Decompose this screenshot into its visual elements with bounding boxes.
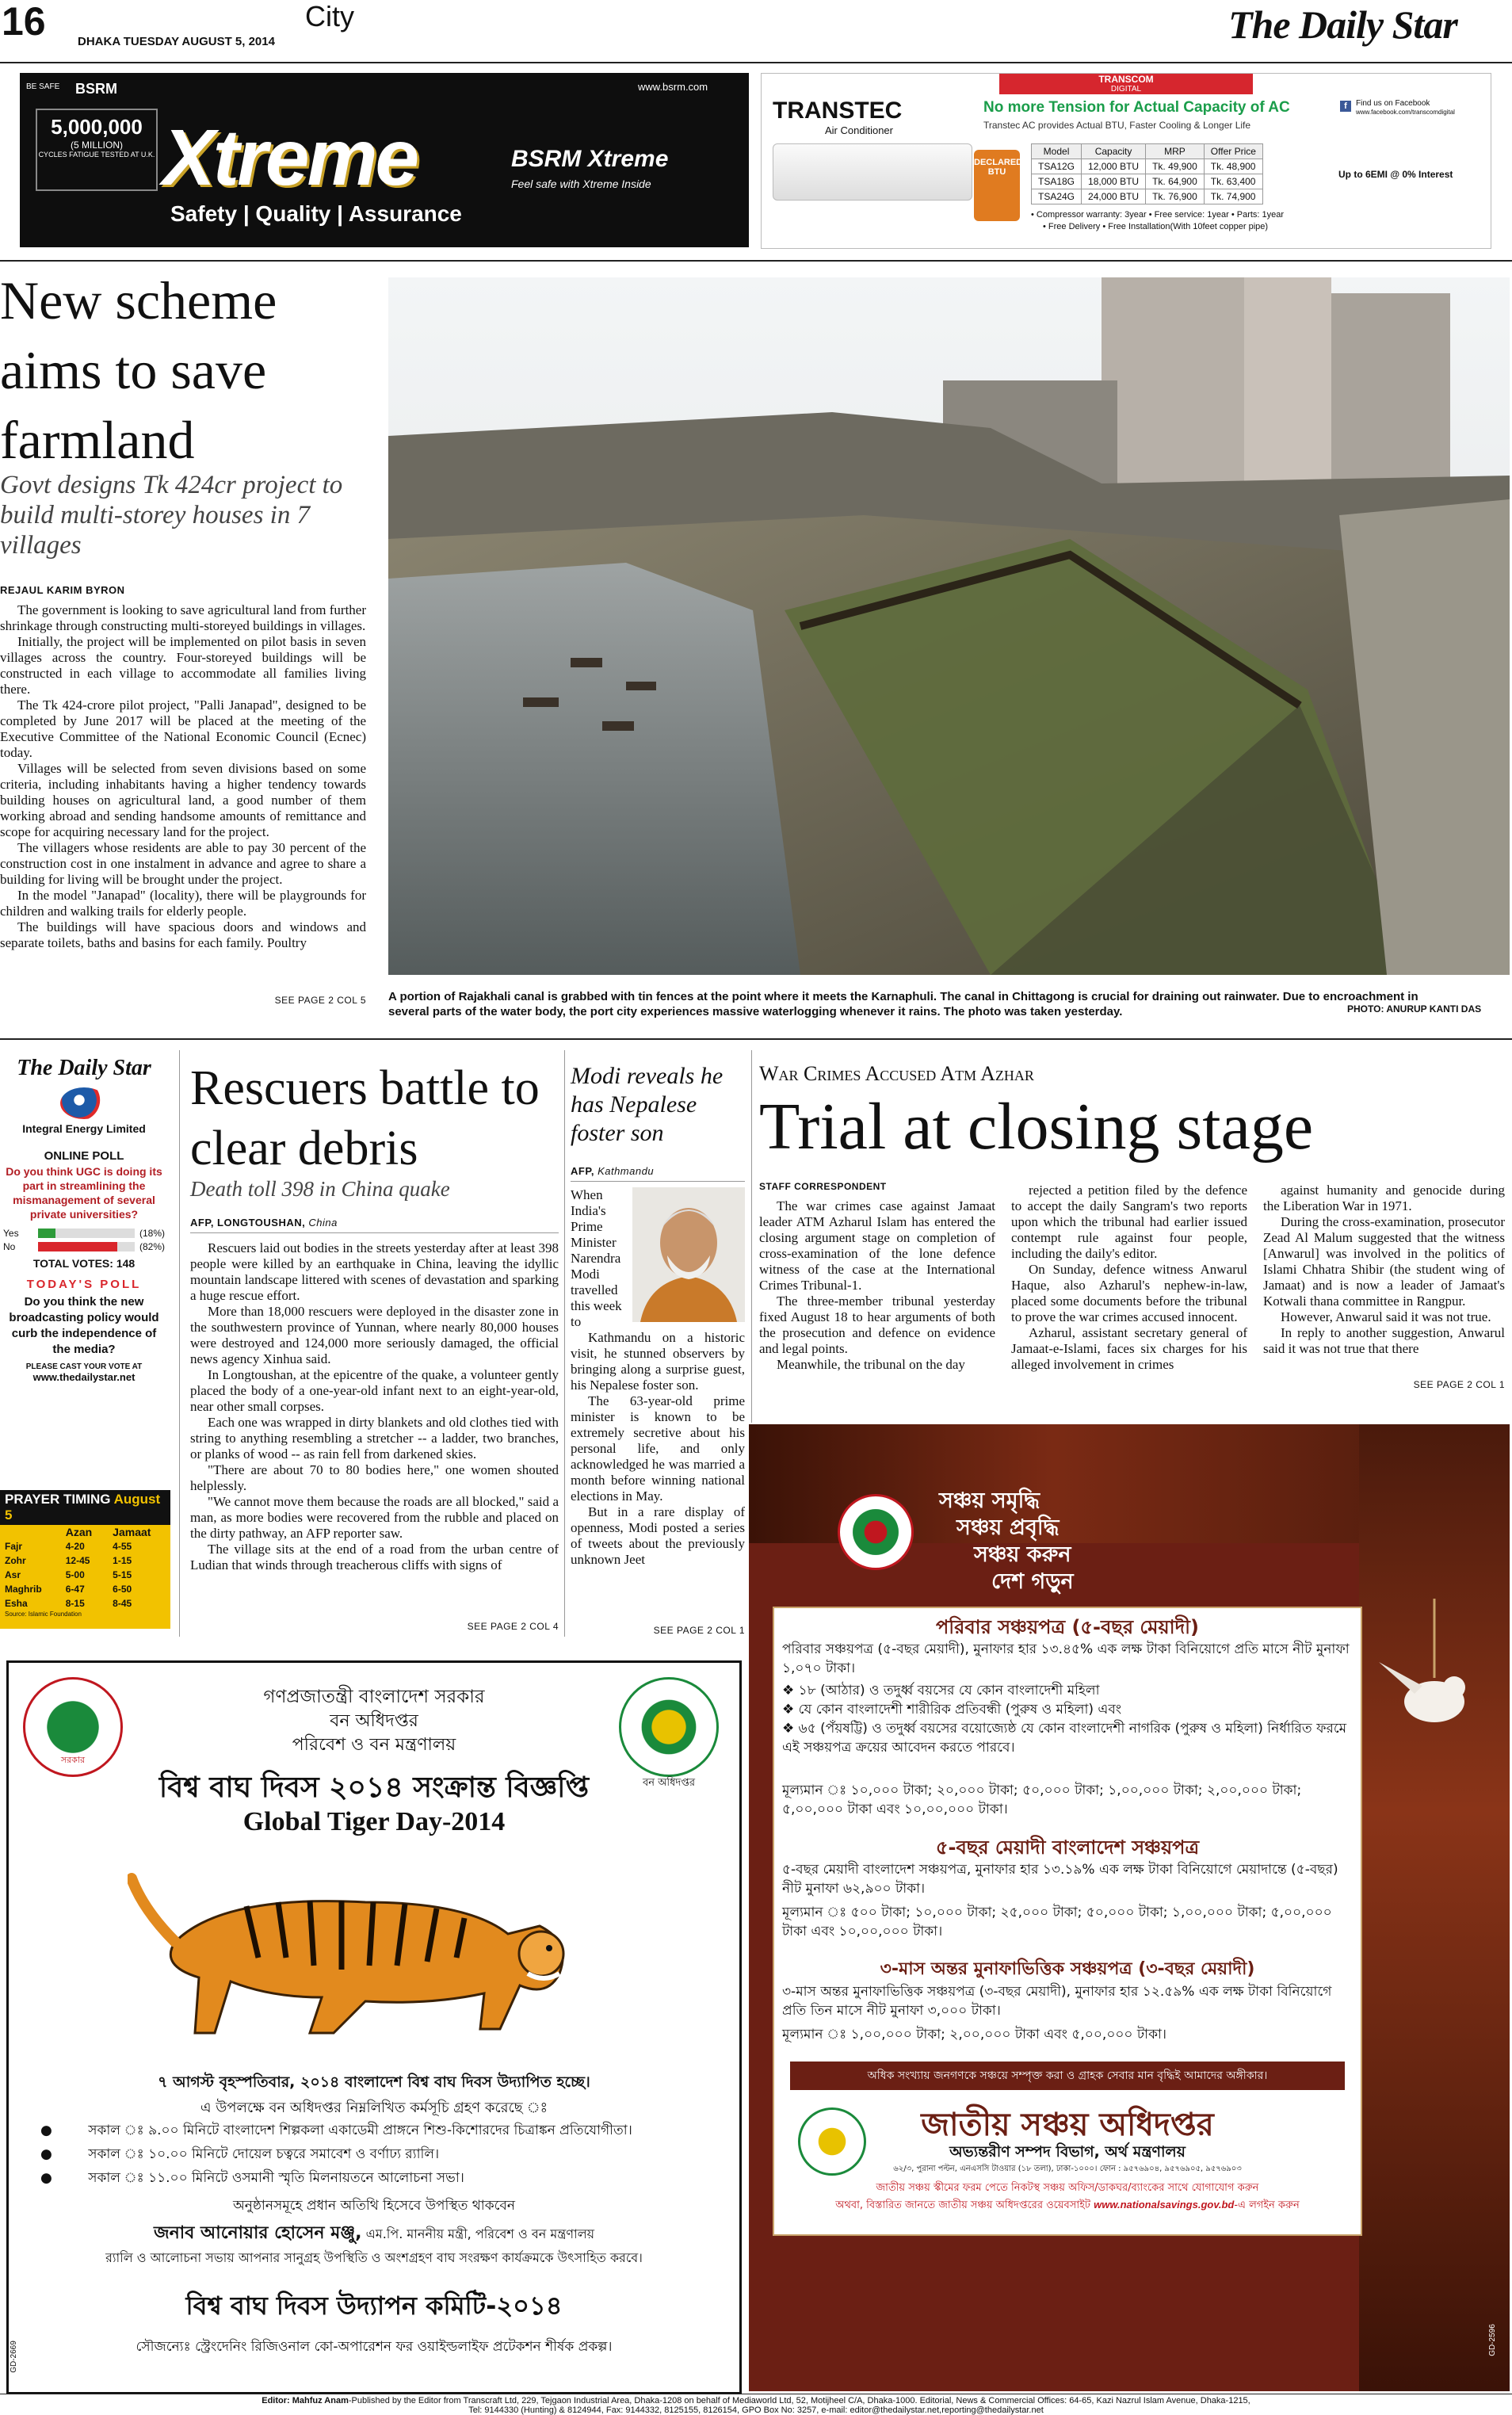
sec3-price: মূল্যমান ঃ ১,০০,০০০ টাকা; ২,০০,০০০ টাকা এবং ৫,০০,০০০ টাকা।: [782, 2027, 1166, 2042]
ac-table-cell: TSA12G: [1032, 159, 1082, 174]
paper-logo: The Daily Star: [1228, 2, 1457, 47]
poll-divider: [179, 1050, 180, 1637]
ac-table-cell: Tk. 48,900: [1204, 159, 1262, 174]
tiger-bullet-text: সকাল ঃ ৯.০০ মিনিটে বাংলাদেশ শিল্পকলা একাডেমী প্রাঙ্গনে শিশু-কিশোরদের চিত্রাঙ্কন প্রতিযোগীতা।: [88, 2123, 632, 2138]
poll-result-bar-track: [38, 1242, 135, 1251]
transtec-brand-sub: Air Conditioner: [825, 124, 893, 136]
issue-date: DHAKA TUESDAY AUGUST 5, 2014: [78, 35, 275, 48]
integral-energy-logo: [60, 1087, 108, 1119]
paragraph: The Tk 424-crore pilot project, "Palli Janapad", designed to be completed by June 2017 will be placed at the meeting of the Executive Committee of the National Economic Council (Ecnec) today.: [0, 697, 366, 760]
prayer-cell: 6-50: [113, 1584, 132, 1595]
prayer-row: [0, 1582, 170, 1596]
ac-table-cell: Tk. 76,900: [1146, 189, 1205, 204]
ac-table-cell: 24,000 BTU: [1082, 189, 1146, 204]
bsrm-tagline: BE SAFE: [26, 82, 60, 91]
bsrm-ad: [20, 73, 749, 247]
paragraph: Villages will be selected from seven divisions based on some criteria, including inhabitants having a higher tendency towards building houses on agricultural land, a good number of them working abroad and sending handsome amounts of remittance and scope for acquiring necessary land for the project.: [0, 761, 366, 839]
savings-poem-line: সঞ্চয় সমৃদ্ধি: [939, 1488, 1040, 1513]
prayer-cell: 4-55: [113, 1541, 132, 1552]
forest-seal-text: বন অধিদপ্তর: [642, 1777, 696, 1789]
ac-table-cell: 12,000 BTU: [1082, 159, 1146, 174]
online-poll-title: ONLINE POLL: [44, 1149, 124, 1163]
savings-dept: জাতীয় সঞ্চয় অধিদপ্তর: [921, 2107, 1214, 2143]
tiger-chief-title: এম.পি. মাননীয় মন্ত্রী, পরিবেশ ও বন মন্ত্রণালয়: [365, 2226, 595, 2241]
bsrm-slogan: Safety | Quality | Assurance: [170, 201, 462, 226]
tiger-ad: [6, 1660, 742, 2394]
trial-col-2: [1011, 1183, 1247, 1389]
wrap-line: to: [571, 1314, 582, 1329]
ac-table-cell: Tk. 63,400: [1204, 174, 1262, 189]
transtec-headline: No more Tension for Actual Capacity of AC: [983, 99, 1290, 116]
savings-footer2-suffix: -এ লগইন করুন: [1234, 2199, 1300, 2211]
transcom-banner: [999, 74, 1253, 94]
savings-address: ৬২/৩, পুরানা পল্টন, এনএসসি টাওয়ার (১৮ তলা), ঢাকা-১০০০। ফোন : ৯৫৭৬৯০৪, ৯৫৭৬৯০৫, ৯৫৭৬৯০৩: [893, 2165, 1242, 2173]
modi-byline-place: Kathmandu: [598, 1165, 655, 1177]
savings-poem: [939, 1488, 1240, 1595]
savings-bullet: [782, 1719, 1353, 1757]
bsrm-logo-text: BSRM Xtreme: [511, 146, 669, 172]
ac-table-row: [1032, 174, 1263, 189]
savings-panel: [773, 1607, 1362, 2236]
modi-story: [571, 1054, 745, 1637]
poll-result-row: [3, 1241, 165, 1252]
modi-byline-rule: [571, 1181, 745, 1182]
tiger-english-title: Global Tiger Day-2014: [242, 1807, 506, 1836]
wrap-line: Modi: [571, 1267, 600, 1282]
sec1-body: পরিবার সঞ্চয়পত্র (৫-বছর মেয়াদী), মুনাফার হার ১৩.৪৫% এক লক্ষ টাকা বিনিয়োগে প্রতি মাসে নীট মুনাফা ১,০৭০ টাকা।: [782, 1641, 1350, 1676]
savings-ad: [749, 1424, 1510, 2391]
trial-col-1: [759, 1198, 995, 1389]
wrap-line: India's: [571, 1203, 606, 1218]
paragraph: The 63-year-old prime minister is known to be extremely secretive about his personal life, and only acknowledged he was married a month before winning national elections in May.: [571, 1393, 745, 1504]
ac-table-header: MRP: [1146, 144, 1205, 159]
prayer-row: [0, 1539, 170, 1553]
prayer-cell: Fajr: [5, 1541, 23, 1552]
quake-byline-place: China: [308, 1217, 338, 1229]
tiger-committee: বিশ্ব বাঘ দিবস উদ্যাপন কমিটি-২০১৪: [185, 2291, 563, 2321]
tiger-bullets: [40, 2119, 722, 2190]
prayer-cell: 4-20: [65, 1541, 85, 1552]
quake-divider: [564, 1050, 565, 1637]
tiger-courtesy: সৌজন্যেঃ স্ট্রেংদেনিং রিজিওনাল কো-অপারেশন ফর ওয়াইল্ডলাইফ প্রটেকশন শীর্ষক প্রকল্প।: [136, 2339, 613, 2355]
savings-bullet: [782, 1681, 1353, 1700]
paragraph: In the model "Janapad" (locality), there will be playgrounds for children and walking trails for elderly people.: [0, 888, 366, 919]
tiger-svg: [128, 1847, 587, 2045]
bullet-icon: ●: [40, 2123, 57, 2138]
lead-see-page: SEE PAGE 2 COL 5: [274, 995, 366, 1006]
sec2-title: ৫-বছর মেয়াদী বাংলাদেশ সঞ্চয়পত্র: [935, 1836, 1200, 1859]
prayer-cell: 8-15: [65, 1598, 85, 1609]
tiger-bullet: [40, 2119, 722, 2142]
savings-poem-line: সঞ্চয় প্রবৃদ্ধি: [956, 1515, 1060, 1540]
savings-footer2: [774, 2198, 1361, 2214]
paragraph: Each one was wrapped in dirty blankets and old clothes tied with string to anything resembling a stretcher -- a ladder, two branches, or planks of wood -- as rain fell from darkened skies.: [190, 1415, 559, 1462]
lead-story: [0, 266, 366, 1018]
prayer-timing: [0, 1490, 170, 1629]
mid-rule: [0, 1038, 1512, 1040]
imprint-editor-label: Editor:: [262, 2396, 290, 2405]
sec3-title: ৩-মাস অন্তর মুনাফাভিত্তিক সঞ্চয়পত্র (৩-বছর মেয়াদী): [880, 1959, 1255, 1979]
modi-byline-agency: AFP,: [571, 1165, 594, 1177]
paragraph: against humanity and genocide during the Liberation War in 1971.: [1263, 1183, 1505, 1213]
poll-result-bar-track: [38, 1229, 135, 1238]
prayer-cell: Maghrib: [5, 1584, 42, 1595]
poll-box: [0, 1054, 168, 1466]
savings-bullet: [782, 1700, 1353, 1719]
savings-photo-right: [1359, 1424, 1510, 2391]
quake-byline-rule: [190, 1232, 559, 1233]
transtec-emi: Up to 6EMI @ 0% Interest: [1338, 169, 1453, 180]
transtec-warranty: • Compressor warranty: 3year • Free service: 1year • Parts: 1year: [1031, 210, 1285, 220]
bsrm-product: Xtreme: [162, 113, 418, 202]
modi-divider: [751, 1050, 752, 1423]
diamond-bullet-icon: ❖: [782, 1683, 799, 1699]
prayer-cell: 5-00: [65, 1569, 85, 1580]
ac-table-header: Offer Price: [1204, 144, 1262, 159]
transcom-name: TRANSCOM: [1098, 74, 1154, 85]
paragraph: The village sits at the end of a road from the urban centre of Ludian that winds through treacherous cliffs with signs of: [190, 1542, 559, 1572]
diamond-bullet-icon: ❖: [782, 1721, 799, 1737]
dove-illustration: [1359, 1599, 1510, 2074]
modi-headline: Modi reveals he has Nepalese foster son: [571, 1063, 724, 1146]
paragraph: During the cross-examination, prosecutor Zead Al Malum suggested that the witness [Anwarul] was involved in the politics of Islami Chhatra Shibir (the student wing of Jamaat) and is now a leader of Jamaat's Kotwali thana committee in Rangpur.: [1263, 1214, 1505, 1309]
ac-table-cell: Tk. 64,900: [1146, 174, 1205, 189]
savings-poem-line: সঞ্চয় করুন: [974, 1542, 1071, 1567]
bsrm-logo: BSRM: [75, 81, 117, 97]
trial-kicker: War Crimes Accused Atm Azhar: [759, 1062, 1034, 1085]
paragraph: Initially, the project will be implemented on pilot basis in seven villages across the country. Four-storeyed buildings will be constructed in each village to accommodate all families living there.: [0, 634, 366, 697]
poll-cta: PLEASE CAST YOUR VOTE AT: [25, 1362, 143, 1371]
wrap-line: this week: [571, 1298, 622, 1313]
paragraph: The villagers whose residents are able to pay 30 percent of the construction cost in one instalment in advance and agree to share a building for living will be brought under the project.: [0, 840, 366, 887]
bsrm-count-desc: CYCLES FATIGUE TESTED AT U.K.: [38, 151, 155, 159]
modi-portrait-svg: [632, 1187, 745, 1322]
lead-subhead: Govt designs Tk 424cr project to build multi-storey houses in 7 villages: [0, 471, 343, 560]
prayer-table: [0, 1525, 170, 1611]
tiger-bullet-text: সকাল ঃ ১১.০০ মিনিটে ওসমানী স্মৃতি মিলনায়তনে আলোচনা সভা।: [88, 2170, 464, 2186]
wrap-line: Narendra: [571, 1251, 621, 1266]
transcom-sub: DIGITAL: [1110, 85, 1142, 94]
bsrm-count-box: [36, 109, 158, 191]
ac-table-cell: 18,000 BTU: [1082, 174, 1146, 189]
tiger-gov-line2: বন অধিদপ্তর: [330, 1711, 418, 1731]
paragraph: The government is looking to save agricultural land from further shrinkage through constructing multi-storeyed buildings in villages.: [0, 602, 366, 633]
ac-table-row: [1032, 159, 1263, 174]
trial-see-page: SEE PAGE 2 COL 1: [1413, 1379, 1505, 1390]
savings-footer1: জাতীয় সঞ্চয় স্কীমের ফরম পেতে নিকটস্থ সঞ্চয় অফিস/ডাকঘর/ব্যাংকের সাথে যোগাযোগ করুন: [876, 2182, 1259, 2194]
prayer-cell: 5-15: [113, 1569, 132, 1580]
prayer-col-header: Azan: [65, 1526, 93, 1538]
prayer-title: PRAYER TIMING: [5, 1492, 111, 1507]
tiger-invite: র‍্যালি ও আলোচনা সভায় আপনার সানুগ্রহ উপস্থিতি ও অংশগ্রহণ বাঘ সংরক্ষণ কার্যক্রমকে উৎসাহিত করবে।: [105, 2250, 643, 2265]
lead-photo: [388, 277, 1510, 975]
wrap-line: When: [571, 1187, 603, 1202]
savings-code: GD-2596: [1487, 2324, 1497, 2356]
quake-byline-agency: AFP, LONGTOUSHAN,: [190, 1217, 306, 1229]
savings-bullet-text: ৬৫ (পঁয়ষট্টি) ও তদুর্ধ্ব বয়সের বয়োজ্যেষ্ঠ যে কোন বাংলাদেশী নাগরিক (পুরুষ ও মহিলা) নির্ধারিত ফরমে এই সঞ্চয়পত্র ক্রয়ের আবেদন করতে পারবে।: [782, 1721, 1347, 1756]
paragraph: Azharul, assistant secretary general of Jamaat-e-Islami, faces six charges for his alleged involvement in crimes: [1011, 1325, 1247, 1372]
prayer-row: [0, 1596, 170, 1611]
paragraph: The buildings will have spacious doors and windows and separate toilets, baths and basins for each family. Poultry: [0, 919, 366, 950]
bsrm-logo-sub: Feel safe with Xtreme Inside: [511, 178, 651, 190]
lead-byline: REJAUL KARIM BYRON: [0, 584, 125, 596]
wrap-line: travelled: [571, 1282, 618, 1297]
paragraph: In reply to another suggestion, Anwarul said it was not true that there: [1263, 1325, 1505, 1356]
poll-result-label: No: [3, 1241, 16, 1252]
paragraph: More than 18,000 rescuers were deployed in the disaster zone in the southwestern province of Yunnan, where nearly 80,000 houses were destroyed and 124,000 more seriously damaged, the official news agency Xinhua said.: [190, 1304, 559, 1366]
sec2-body: ৫-বছর মেয়াদী বাংলাদেশ সঞ্চয়পত্র, মুনাফার হার ১৩.১৯% এক লক্ষ টাকা বিনিয়োগে মেয়াদান্তে (৫-বছর) নীট মুনাফা ৬২,৯০০ টাকা।: [782, 1862, 1338, 1897]
poll-paper-logo: The Daily Star: [17, 1056, 151, 1080]
bsrm-url: www.bsrm.com: [638, 81, 708, 93]
prayer-cell: 12-45: [65, 1555, 90, 1566]
ac-unit-image: [773, 143, 972, 201]
prayer-col-header: Jamaat: [113, 1526, 151, 1538]
imprint-text1: -Published by the Editor from Transcraft Ltd, 229, Tejgaon Industrial Area, Dhaka-1208 on behalf of Mediaworld Ltd, 52, Motijheel C/A, Dhaka-1000. Editorial, News & Commercial Offices: 64-65, Kazi Nazrul Islam Avenue, Dhaka-1215,: [348, 2396, 1250, 2405]
bullet-icon: ●: [40, 2146, 57, 2162]
sec2-price: মূল্যমান ঃ ৫০০ টাকা; ১০,০০০ টাকা; ২৫,০০০ টাকা; ৫০,০০০ টাকা; ১,০০,০০০ টাকা; ৫,০০,০০০ টাকা এবং ১০,০০,০০০ টাকা।: [782, 1905, 1332, 1939]
masthead-rule: [0, 62, 1512, 63]
prayer-cell: Asr: [5, 1569, 21, 1580]
transtec-delivery: • Free Delivery • Free Installation(With 10feet copper pipe): [1043, 222, 1269, 231]
paragraph: Meanwhile, the tribunal on the day: [777, 1357, 965, 1372]
savings-website[interactable]: www.nationalsavings.gov.bd: [1094, 2199, 1235, 2211]
lead-body: [0, 602, 366, 983]
tiger-gov-line1: গণপ্রজাতন্ত্রী বাংলাদেশ সরকার: [263, 1687, 485, 1707]
prayer-cell: 6-47: [65, 1584, 85, 1595]
tiger-gov-line3: পরিবেশ ও বন মন্ত্রণালয়: [292, 1735, 456, 1755]
transtec-subline: Transtec AC provides Actual BTU, Faster Cooling & Longer Life: [983, 120, 1251, 131]
savings-banner: অধিক সংখ্যায় জনগণকে সঞ্চয়ে সম্পৃক্ত করা ও গ্রাহক সেবার মান বৃদ্ধিই আমাদের অঙ্গীকার।: [790, 2062, 1345, 2090]
paragraph: The three-member tribunal yesterday fixed August 18 to hear arguments of both the prosecution and defence on evidence and legal points.: [759, 1293, 995, 1356]
sec3-body: ৩-মাস অন্তর মুনাফাভিত্তিক সঞ্চয়পত্র (৩-বছর মেয়াদী), মুনাফার হার ১২.৫৯% এক লক্ষ টাকা বিনিয়োগে প্রতি তিন মাসে নীট মুনাফা ৩,০০০ টাকা।: [782, 1984, 1332, 2019]
imprint-line1: [0, 2396, 1512, 2405]
transtec-brand: TRANSTEC: [773, 97, 903, 124]
tiger-bullet: [40, 2166, 722, 2190]
prayer-date: August 5: [5, 1492, 161, 1523]
modi-body: [571, 1330, 745, 1619]
todays-poll-question: Do you think the new broadcasting policy would curb the independence of the media?: [9, 1295, 159, 1356]
page-number: 16: [2, 0, 46, 44]
ac-table-cell: TSA24G: [1032, 189, 1082, 204]
imprint-line2: Tel: 9144330 (Hunting) & 8124944, Fax: 9144332, 8125155, 8126154, GPO Box No: 3257, e-mail: editor@thedailystar.net,reporting@thedailystar.net: [468, 2405, 1044, 2415]
masthead: [0, 0, 1512, 63]
prayer-cell: Zohr: [5, 1555, 26, 1566]
poll-results: [3, 1228, 165, 1252]
govt-seal-savings: [838, 1494, 914, 1570]
transtec-ad: [761, 73, 1491, 249]
quake-headline: Rescuers battle to clear debris: [190, 1061, 540, 1175]
poll-result-bar: [38, 1242, 117, 1251]
prayer-header: [0, 1490, 170, 1525]
paragraph: However, Anwarul said it was not true.: [1281, 1309, 1491, 1324]
paragraph: "There are about 70 to 80 bodies here," one women shouted helplessly.: [190, 1462, 559, 1493]
ac-table-cell: Tk. 49,900: [1146, 159, 1205, 174]
sec1-title: পরিবার সঞ্চয়পত্র (৫-বছর মেয়াদী): [935, 1616, 1200, 1638]
trial-byline: STAFF CORRESPONDENT: [759, 1181, 887, 1192]
poll-sponsor: Integral Energy Limited: [22, 1122, 146, 1135]
poll-total-votes: TOTAL VOTES: 148: [32, 1257, 136, 1270]
trial-headline: Trial at closing stage: [759, 1090, 1314, 1164]
prayer-row: [0, 1553, 170, 1568]
poll-result-label: Yes: [3, 1228, 19, 1239]
tiger-bullet-text: সকাল ঃ ১০.০০ মিনিটে দোয়েল চত্বরে সমাবেশ ও বর্ণাঢ্য র‍্যালি।: [88, 2146, 440, 2162]
quake-subhead: Death toll 398 in China quake: [190, 1177, 450, 1201]
sec1-price: মূল্যমান ঃ ১০,০০০ টাকা; ২০,০০০ টাকা; ৫০,০০০ টাকা; ১,০০,০০০ টাকা; ২,০০,০০০ টাকা; ৫,০০,০০০ টাকা এবং ১০,০০,০০০ টাকা।: [782, 1783, 1302, 1817]
tiger-bengali-title: বিশ্ব বাঘ দিবস ২০১৪ সংক্রান্ত বিজ্ঞপ্তি: [158, 1771, 590, 1804]
ac-table-cell: Tk. 74,900: [1204, 189, 1262, 204]
poll-result-bar: [38, 1229, 55, 1238]
modi-portrait: [632, 1187, 745, 1322]
ac-table-row: [1032, 189, 1263, 204]
modi-byline: [571, 1165, 654, 1177]
savings-footer2-prefix: অথবা, বিস্তারিত জানতে জাতীয় সঞ্চয় অধিদপ্তরের ওয়েবসাইট: [835, 2199, 1090, 2211]
paragraph: Kathmandu on a historic visit, he stunned observers by bringing along a surprise guest, his Nepalese foster son.: [571, 1330, 745, 1393]
quake-see-page: SEE PAGE 2 COL 4: [467, 1621, 559, 1632]
ac-table-cell: TSA18G: [1032, 174, 1082, 189]
facebook-icon: f: [1340, 101, 1351, 112]
quake-story: [190, 1050, 559, 1637]
govt-seal-text: সরকার: [60, 1755, 86, 1765]
lead-photo-caption: A portion of Rajakhali canal is grabbed with tin fences at the point where it meets the Karnaphuli. The canal in Chittagong is crucial for draining out rainwater. Due to encroachment in several parts of the water body, the port city experiences massive waterlogging whenever it rains. The photo was taken yesterday.: [388, 990, 1418, 1018]
bsrm-count-sub: (5 MILLION): [70, 139, 123, 151]
bullet-icon: ●: [40, 2170, 57, 2186]
paragraph: The war crimes case against Jamaat leader ATM Azharul Islam has entered the closing argument stage on completion of cross-examination of the lone defence witness of the case at the International Crimes Tribunal-1.: [759, 1198, 995, 1293]
prayer-cell: 8-45: [113, 1598, 132, 1609]
poll-url[interactable]: www.thedailystar.net: [32, 1371, 136, 1383]
prayer-col-header: [0, 1525, 61, 1539]
savings-poem-line: দেশ গড়ুন: [991, 1569, 1074, 1594]
sec1-bullets: [782, 1681, 1353, 1757]
online-poll-question: Do you think UGC is doing its part in streamlining the mismanagement of several private universities?: [6, 1165, 162, 1221]
paragraph: But in a rare display of openness, Modi posted a series of tweets about the previously unknown Jeet: [571, 1504, 745, 1567]
tiger-bullet: [40, 2142, 722, 2166]
bsrm-count: 5,000,000: [51, 115, 143, 139]
imprint: [0, 2396, 1512, 2415]
wrap-line: Prime: [571, 1219, 603, 1234]
lead-headline: New scheme aims to save farmland: [0, 270, 277, 470]
trial-col-3: [1263, 1183, 1505, 1373]
paragraph: "We cannot move them because the roads are all blocked," said a man, as more bodies were recovered from the rubble and placed on the dirty pathway, an AFP reporter saw.: [190, 1494, 559, 1541]
tiger-intro-line: এ উপলক্ষে বন অধিদপ্তর নিম্নলিখিত কর্মসূচি গ্রহণ করেছে ঃ: [200, 2100, 548, 2116]
transtec-facebook: Find us on Facebook: [1356, 99, 1430, 108]
poll-result-percent: (82%): [139, 1241, 165, 1252]
canal-photo: [388, 277, 1510, 975]
prayer-cell: Esha: [5, 1598, 28, 1609]
tiger-illustration: [128, 1847, 587, 2045]
wrap-line: Minister: [571, 1235, 617, 1250]
section-name: City: [305, 0, 354, 32]
lead-photo-credit: PHOTO: ANURUP KANTI DAS: [1347, 1003, 1482, 1015]
modi-wrap-lines: [571, 1187, 629, 1330]
ad-band-rule: [0, 260, 1512, 262]
todays-poll-title: TODAY'S POLL: [26, 1278, 142, 1291]
poll-result-percent: (18%): [139, 1228, 165, 1239]
prayer-row: [0, 1568, 170, 1582]
tiger-chief-intro: অনুষ্ঠানসমূহে প্রধান অতিথি হিসেবে উপস্থিত থাকবেন: [232, 2198, 516, 2214]
imprint-editor-name: Mahfuz Anam: [292, 2396, 349, 2405]
savings-bullet-text: যে কোন বাংলাদেশী শারীরিক প্রতিবন্ধী (পুরুষ ও মহিলা) এবং: [798, 1702, 1122, 1718]
modi-see-page: SEE PAGE 2 COL 1: [653, 1625, 745, 1636]
tiger-chief-guest: জনাব আনোয়ার হোসেন মঞ্জু,: [153, 2223, 362, 2243]
tiger-code: GD-2669: [9, 2340, 18, 2373]
diamond-bullet-icon: ❖: [782, 1702, 799, 1718]
btu-badge: [974, 150, 1023, 221]
trial-story: [759, 1054, 1508, 1403]
paragraph: Rescuers laid out bodies in the streets yesterday after at least 398 people were killed by an earthquake in China, leaving the idyllic mountain landscape littered with scenes of devastation and sparking a huge rescue effort.: [190, 1240, 559, 1303]
quake-byline: [190, 1217, 338, 1229]
prayer-source: Source: Islamic Foundation: [5, 1611, 82, 1618]
paragraph: rejected a petition filed by the defence to accept the daily Sangram's two reports upon which the tribunal had earlier issued contempt rule against four people, including the daily's editor.: [1011, 1183, 1247, 1261]
ac-table-header: Capacity: [1082, 144, 1146, 159]
tiger-chief-line: [9, 2219, 739, 2249]
paragraph: In Longtoushan, at the epicentre of the quake, a volunteer gently placed the body of a one-year-old infant next to an eight-year-old, near other small corpses.: [190, 1367, 559, 1414]
ac-price-table: [1031, 143, 1263, 204]
poll-result-row: [3, 1228, 165, 1239]
ac-table-header: Model: [1032, 144, 1082, 159]
quake-body: [190, 1240, 559, 1617]
savings-ministry: অভ্যন্তরীণ সম্পদ বিভাগ, অর্থ মন্ত্রণালয়: [949, 2143, 1186, 2161]
tiger-date-line: ৭ আগস্ট বৃহস্পতিবার, ২০১৪ বাংলাদেশ বিশ্ব বাঘ দিবস উদ্যাপিত হচ্ছে।: [158, 2073, 590, 2091]
transtec-facebook-url: www.facebook.com/transcomdigital: [1356, 109, 1455, 116]
paragraph: On Sunday, defence witness Anwarul Haque, also Azharul's nephew-in-law, placed some documents before the tribunal to prove the war crimes accused innocent.: [1011, 1262, 1247, 1324]
savings-bullet-text: ১৮ (আঠার) ও তদুর্ধ্ব বয়সের যে কোন বাংলাদেশী মহিলা: [798, 1683, 1100, 1699]
prayer-cell: 1-15: [113, 1555, 132, 1566]
btu-badge-text: DECLARED BTU: [974, 158, 1023, 177]
